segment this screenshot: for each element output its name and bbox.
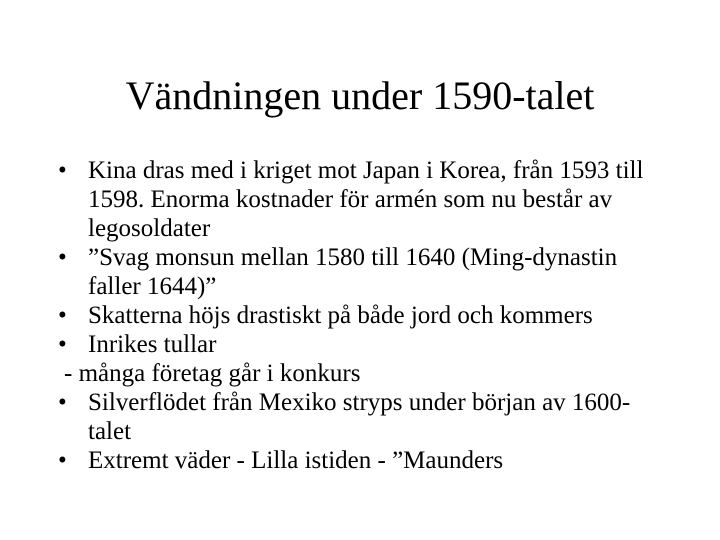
bullet-icon: • (58, 331, 67, 358)
bullet-text: Inrikes tullar (88, 331, 217, 358)
bullet-icon: • (58, 389, 67, 416)
bullet-item-weather (0, 446, 668, 475)
bullet-text: Skatterna höjs drastiskt på både jord och kommers (88, 302, 593, 329)
bullet-text: ”Svag monsun mellan 1580 till 1640 (Ming-dynastin faller 1644)” (88, 244, 618, 300)
bullet-text: Kina dras med i kriget mot Japan i Korea, från 1593 till 1598. Enorma kostnader för armén som nu består av legosoldater (88, 157, 644, 242)
bullet-item-silver (0, 388, 668, 446)
slide-title: Vändningen under 1590-talet (125, 73, 595, 118)
bullet-item-taxes (0, 301, 668, 330)
slide-body (0, 156, 720, 475)
bullet-text: Silverflödet från Mexiko stryps under början av 1600-talet (88, 389, 631, 445)
bullet-item-korea-war (0, 156, 668, 243)
bullet-icon: • (58, 244, 67, 271)
dash-item-bankruptcies: - många företag går i konkurs (64, 360, 361, 387)
bullet-item-monsoon (0, 243, 668, 301)
bullet-text: Extremt väder - Lilla istiden - ”Maunders (88, 447, 504, 474)
bullet-item-tolls (0, 330, 668, 359)
bullet-icon: • (58, 302, 67, 329)
bullet-icon: • (58, 157, 67, 184)
bullet-icon: • (58, 447, 67, 474)
